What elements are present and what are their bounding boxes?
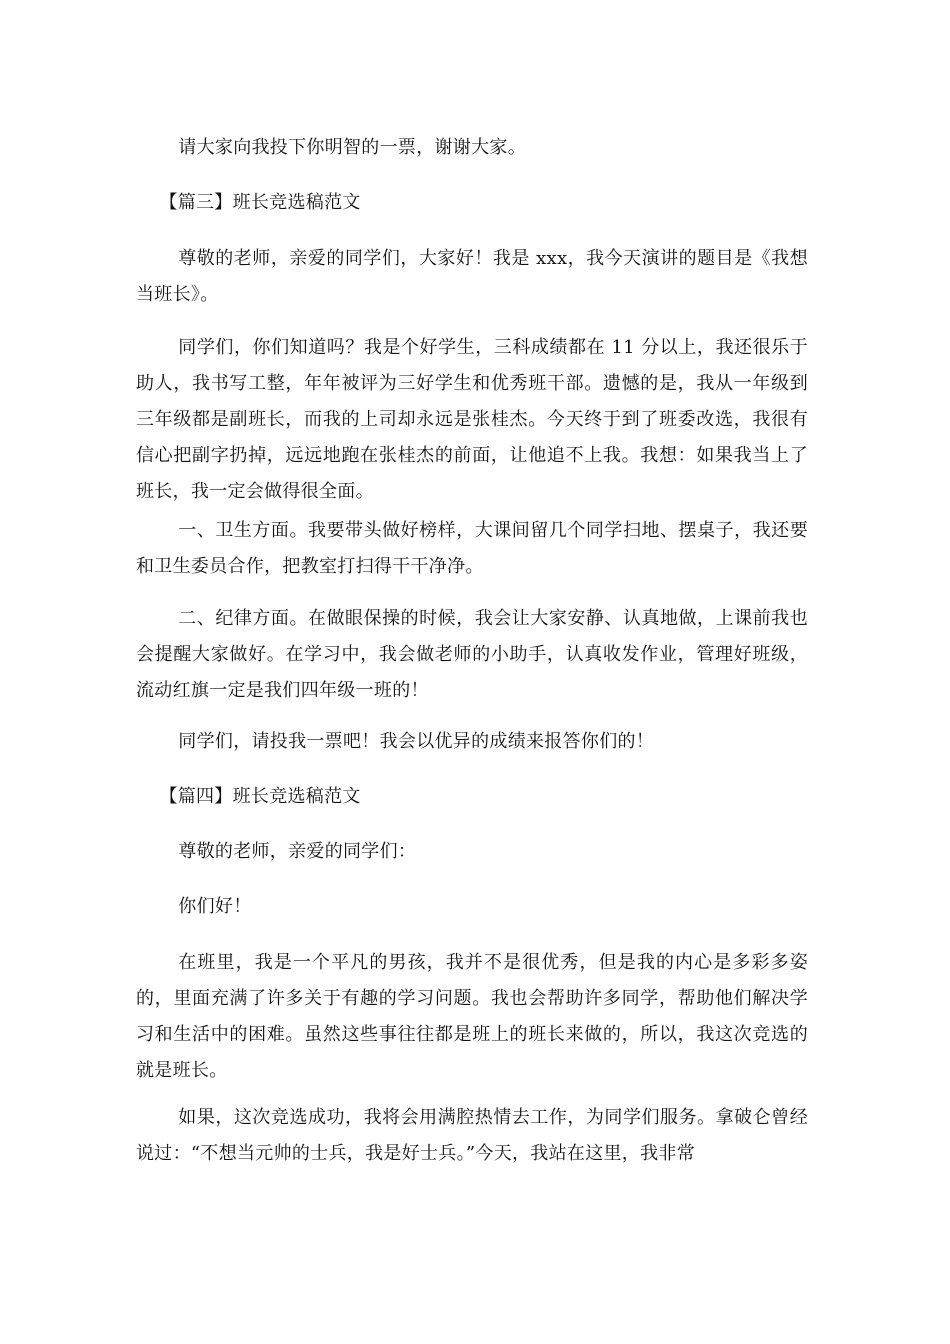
paragraph-discipline: 二、纪律方面。在做眼保操的时候，我会让大家安静、认真地做，上课前我也会提醒大家做好。在学习中，我会做老师的小助手，认真收发作业，管理好班级，流动红旗一定是我们四年级一班的！ [136, 608, 808, 701]
paragraph-vote-request: 同学们，请投我一票吧！我会以优异的成绩来报答你们的！ [178, 731, 655, 752]
section-heading-4: 【篇四】班长竞选稿范文 [159, 786, 361, 807]
paragraph-introduction: 同学们，你们知道吗？我是个好学生，三科成绩都在 11 分以上，我还很乐于助人，我书写工整，年年被评为三好学生和优秀班干部。遗憾的是，我从一年级到三年级都是副班长，而我的上司却永远是张桂杰。今天终于到了班委改选，我很有信心把副字扔掉，远远地跑在张桂杰的前面，让他追不上我。我想：如果我当上了班长，我一定会做得很全面。 [136, 337, 808, 502]
paragraph-closing: 请大家向我投下你明智的一票，谢谢大家。 [178, 137, 526, 158]
paragraph-self-description: 在班里，我是一个平凡的男孩，我并不是很优秀，但是我的内心是多彩多姿的，里面充满了许多关于有趣的学习问题。我也会帮助许多同学，帮助他们解决学习和生活中的困难。虽然这些事往往都是班上的班长来做的，所以，我这次竞选的就是班长。 [136, 952, 808, 1081]
section-heading-3: 【篇三】班长竞选稿范文 [159, 192, 361, 213]
paragraph-hygiene: 一、卫生方面。我要带头做好榜样，大课间留几个同学扫地、摆桌子，我还要和卫生委员合作，把教室打扫得干干净净。 [136, 520, 808, 577]
paragraph-greeting: 尊敬的老师，亲爱的同学们，大家好！我是 xxx，我今天演讲的题目是《我想当班长》。 [136, 248, 808, 305]
paragraph-salutation: 尊敬的老师，亲爱的同学们： [178, 841, 417, 862]
paragraph-promise: 如果，这次竞选成功，我将会用满腔热情去工作，为同学们服务。拿破仑曾经说过：“不想当元帅的士兵，我是好士兵。”今天，我站在这里，我非常 [136, 1107, 808, 1164]
paragraph-hello: 你们好！ [178, 896, 252, 917]
